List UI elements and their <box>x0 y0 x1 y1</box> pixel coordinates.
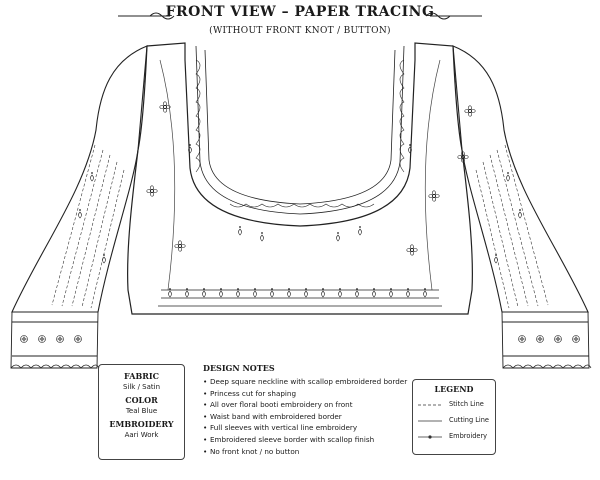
design-notes-list <box>203 376 408 457</box>
right-sleeve-vertical-embroidery <box>476 145 548 308</box>
legend-item-cutting <box>417 416 491 430</box>
list-item: • Embroidered sleeve border with scallop finish <box>203 434 403 446</box>
waist-band-motif <box>356 288 359 297</box>
fabric-value: Silk / Satin <box>122 383 161 391</box>
left-sleeve <box>12 46 147 312</box>
page-title: FRONT VIEW – PAPER TRACING <box>165 4 435 20</box>
color-label: COLOR <box>125 395 158 405</box>
design-notes-heading: DESIGN NOTES <box>203 363 275 373</box>
legend-item-embroidery <box>417 432 491 446</box>
front-booti-motifs <box>175 144 417 255</box>
legend-label: Embroidery <box>449 432 488 440</box>
waist-band-motifs <box>169 288 427 297</box>
waist-band-motif <box>322 288 325 297</box>
legend-heading: LEGEND <box>434 384 474 394</box>
waist-band-motif <box>271 288 274 297</box>
page-subtitle: (WITHOUT FRONT KNOT / BUTTON) <box>209 26 391 36</box>
waist-band-motif <box>254 288 257 297</box>
right-sleeve <box>453 46 588 312</box>
list-item: • Deep square neckline with scallop embroidered border <box>203 376 403 388</box>
embroidery-value: Aari Work <box>124 431 159 439</box>
waist-band <box>132 290 468 314</box>
legend-box <box>412 379 496 455</box>
legend-label: Stitch Line <box>449 400 484 408</box>
legend-item-stitch <box>417 400 491 414</box>
right-sleeve-border <box>502 312 591 368</box>
princess-seams <box>160 60 440 290</box>
waist-band-motif <box>339 288 342 297</box>
waist-band-motif <box>186 288 189 297</box>
waist-band-motif <box>390 288 393 297</box>
list-item: • Princess cut for shaping <box>203 388 403 400</box>
left-sleeve-border-motifs <box>21 336 82 343</box>
left-sleeve-booti <box>79 102 171 263</box>
waist-band-motif <box>305 288 308 297</box>
right-sleeve-border-motifs <box>519 336 580 343</box>
waist-band-motif <box>203 288 206 297</box>
waist-band-motif <box>373 288 376 297</box>
list-item: • All over floral booti embroidery on front <box>203 399 403 411</box>
waist-band-motif <box>237 288 240 297</box>
waist-band-motif <box>407 288 410 297</box>
right-sleeve-booti <box>429 106 522 263</box>
spec-box <box>98 364 185 460</box>
bodice-outline <box>128 43 473 314</box>
left-sleeve-vertical-embroidery <box>52 145 124 308</box>
waist-band-motif <box>220 288 223 297</box>
legend-label: Cutting Line <box>449 416 489 424</box>
list-item: • No front knot / no button <box>203 446 403 458</box>
embroidery-label: EMBROIDERY <box>109 419 174 429</box>
waist-band-motif <box>288 288 291 297</box>
waist-band-motif <box>169 288 172 297</box>
list-item: • Full sleeves with vertical line embroidery <box>203 422 403 434</box>
fabric-label: FABRIC <box>124 371 159 381</box>
design-notes <box>203 363 408 457</box>
neckline-scallop-border <box>196 46 404 214</box>
color-value: Teal Blue <box>125 407 158 415</box>
list-item: • Waist band with embroidered border <box>203 411 403 423</box>
waist-band-motif <box>424 288 427 297</box>
